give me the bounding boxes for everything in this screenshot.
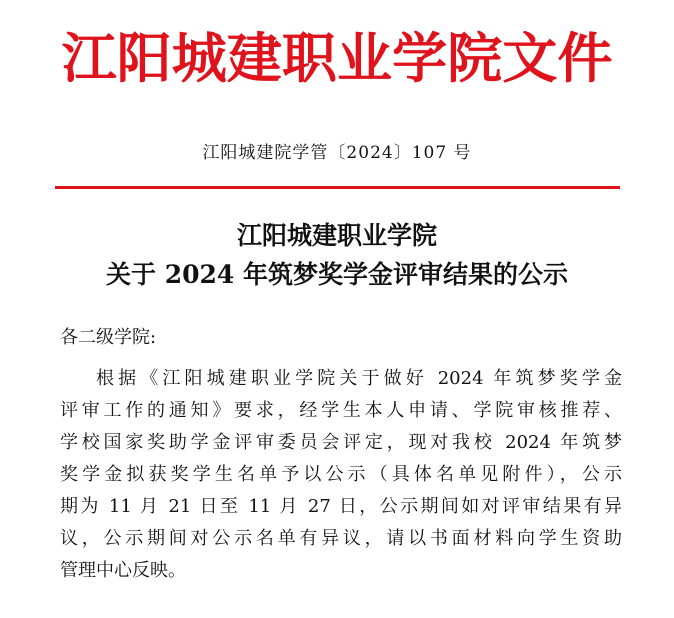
body-line: 评审工作的通知》要求，经学生本人申请、学院审核推荐、 xyxy=(60,400,622,421)
body-line: 期为 11 月 21 日至 11 月 27 日，公示期间如对评审结果有异 xyxy=(60,496,622,517)
masthead-title: 江阳城建职业学院文件 xyxy=(61,26,613,90)
notice-title-line-1: 江阳城建职业学院 xyxy=(236,221,437,250)
notice-title-line-2: 关于 2024 年筑梦奖学金评审结果的公示 xyxy=(106,260,568,289)
body-line: 学校国家奖助学金评审委员会评定，现对我校 2024 年筑梦 xyxy=(60,432,622,453)
body-line: 管理中心反映。 xyxy=(60,560,186,581)
salutation: 各二级学院: xyxy=(60,327,157,348)
body-line: 根据《江阳城建职业学院关于做好 2024 年筑梦奖学金 xyxy=(96,368,622,389)
body-line: 奖学金拟获奖学生名单予以公示（具体名单见附件），公示 xyxy=(60,464,622,485)
red-divider-rule xyxy=(55,186,620,189)
body-line: 议，公示期间对公示名单有异议，请以书面材料向学生资助 xyxy=(60,528,622,549)
body-paragraph xyxy=(60,363,622,587)
document-number: 江阳城建院学管〔2024〕107 号 xyxy=(202,143,472,163)
